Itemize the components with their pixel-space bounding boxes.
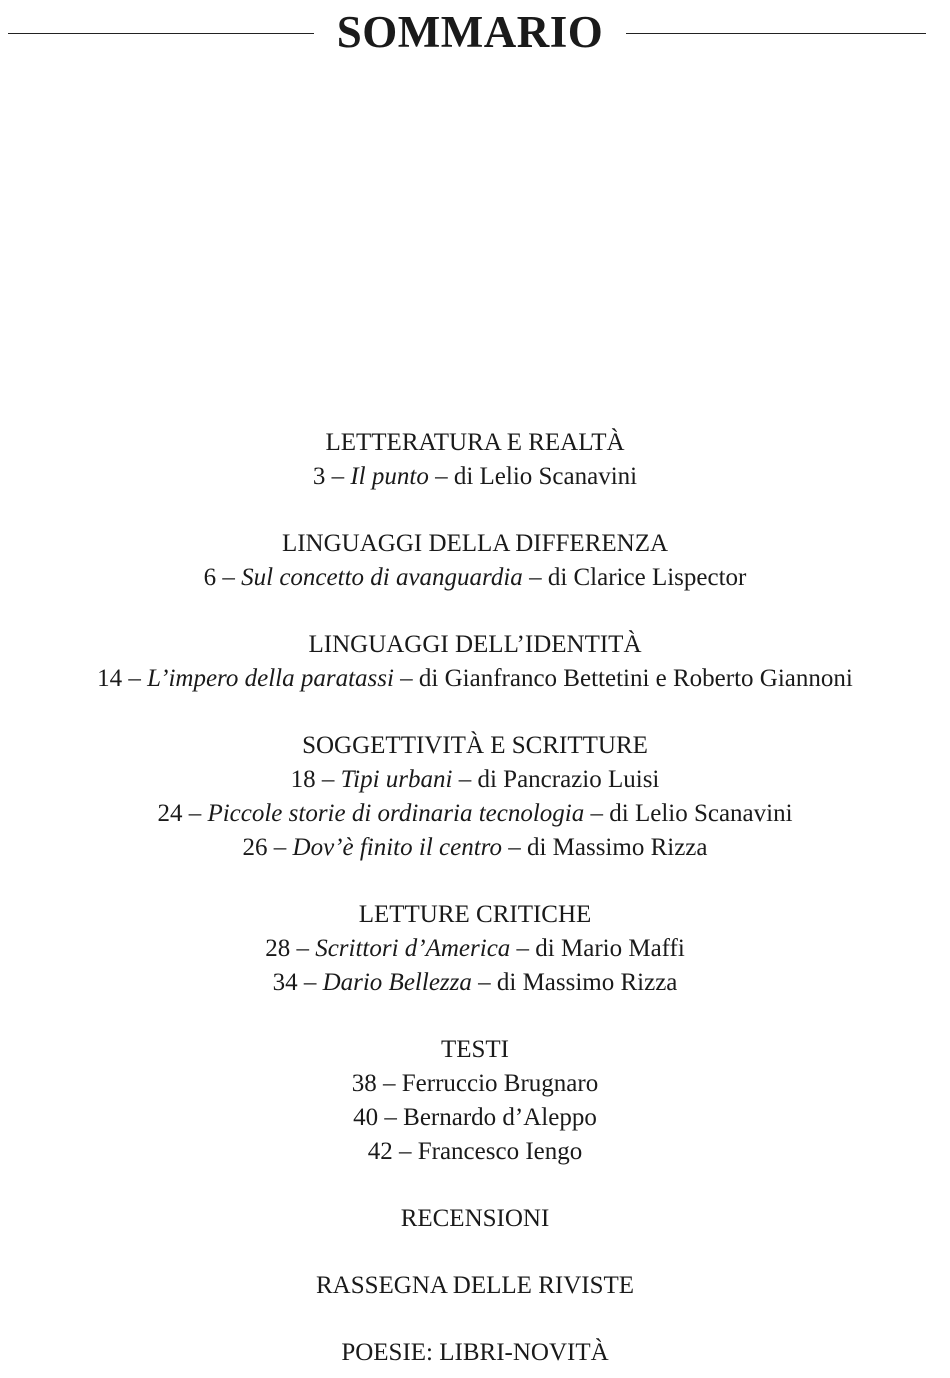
entry-title: Dov’è finito il centro [292, 834, 502, 861]
entry-author: di Lelio Scanavini [453, 463, 638, 490]
toc-section [0, 628, 950, 696]
entry-separator: – [435, 463, 448, 490]
toc-entry [0, 1067, 950, 1101]
entry-title: L’impero della paratassi [147, 665, 394, 692]
entry-separator: – [321, 766, 335, 793]
entry-name: Bernardo d’Aleppo [403, 1104, 597, 1131]
entry-title: Scrittori d’America [315, 935, 511, 962]
section-heading: SOGGETTIVITÀ E SCRITTURE [302, 732, 648, 759]
entry-page: 42 [367, 1138, 393, 1165]
entry-page: 34 [272, 969, 298, 996]
toc-entry [0, 662, 950, 696]
entry-separator: – [273, 834, 287, 861]
entry-page: 14 [97, 665, 123, 692]
toc-section [0, 898, 950, 1000]
entry-title: Dario Bellezza [322, 969, 472, 996]
section-heading: RECENSIONI [400, 1205, 550, 1232]
page-title: SOMMARIO [336, 7, 604, 57]
entry-separator: – [383, 1070, 396, 1097]
toc-entry [0, 932, 950, 966]
toc-section [0, 1269, 950, 1303]
section-heading: TESTI [440, 1036, 510, 1063]
entry-page: 38 [351, 1070, 377, 1097]
section-heading: LETTURE CRITICHE [358, 901, 592, 928]
entry-page: 28 [265, 935, 291, 962]
entry-separator: – [516, 935, 530, 962]
entry-title: Piccole storie di ordinaria tecnologia [207, 800, 585, 827]
section-heading: LINGUAGGI DELL’IDENTITÀ [308, 631, 642, 658]
toc-entry [0, 797, 950, 831]
section-heading: RASSEGNA DELLE RIVISTE [315, 1272, 635, 1299]
section-heading: POESIE: LIBRI-NOVITÀ [341, 1339, 609, 1366]
title-rule-right [626, 33, 926, 34]
entry-name: Francesco Iengo [417, 1138, 583, 1165]
entry-separator: – [398, 1138, 412, 1165]
toc-section [0, 729, 950, 865]
entry-separator: – [303, 969, 317, 996]
section-heading: LETTERATURA E REALTÀ [325, 429, 625, 456]
toc-entry [0, 1135, 950, 1169]
entry-separator: – [529, 564, 542, 591]
entry-page: 40 [353, 1104, 379, 1131]
toc-entry [0, 831, 950, 865]
entry-title: Il punto [350, 463, 429, 490]
entry-page: 3 [312, 463, 326, 490]
entry-separator: – [331, 463, 345, 490]
header [0, 0, 950, 70]
entry-separator: – [458, 766, 472, 793]
entry-author: di Massimo Rizza [496, 969, 678, 996]
entry-page: 18 [290, 766, 316, 793]
toc-entry [0, 966, 950, 1000]
toc-section [0, 1033, 950, 1169]
entry-separator: – [508, 834, 521, 861]
entry-author: di Gianfranco Bettetini e Roberto Giannoni [418, 665, 853, 692]
toc-section [0, 426, 950, 494]
entry-separator: – [590, 800, 603, 827]
entry-separator: – [384, 1104, 397, 1131]
toc-entry [0, 1101, 950, 1135]
entry-separator: – [222, 564, 235, 591]
entry-page: 24 [157, 800, 183, 827]
entry-separator: – [188, 800, 202, 827]
entry-name: Ferruccio Brugnaro [401, 1070, 599, 1097]
entry-separator: – [478, 969, 491, 996]
section-heading: LINGUAGGI DELLA DIFFERENZA [281, 530, 669, 557]
entry-author: di Massimo Rizza [526, 834, 708, 861]
entry-title: Sul concetto di avanguardia [241, 564, 523, 591]
table-of-contents [0, 426, 950, 1370]
toc-section [0, 1202, 950, 1236]
entry-author: di Lelio Scanavini [609, 800, 793, 827]
entry-page: 6 [203, 564, 217, 591]
entry-author: di Mario Maffi [535, 935, 685, 962]
entry-author: di Clarice Lispector [547, 564, 747, 591]
entry-author: di Pancrazio Luisi [477, 766, 660, 793]
title-rule-left [8, 33, 314, 34]
entry-title: Tipi urbani [340, 766, 453, 793]
entry-separator: – [296, 935, 309, 962]
toc-section [0, 527, 950, 595]
entry-separator: – [400, 665, 413, 692]
entry-separator: – [128, 665, 141, 692]
toc-entry [0, 561, 950, 595]
toc-entry [0, 460, 950, 494]
toc-section [0, 1336, 950, 1370]
toc-entry [0, 763, 950, 797]
entry-page: 26 [242, 834, 268, 861]
